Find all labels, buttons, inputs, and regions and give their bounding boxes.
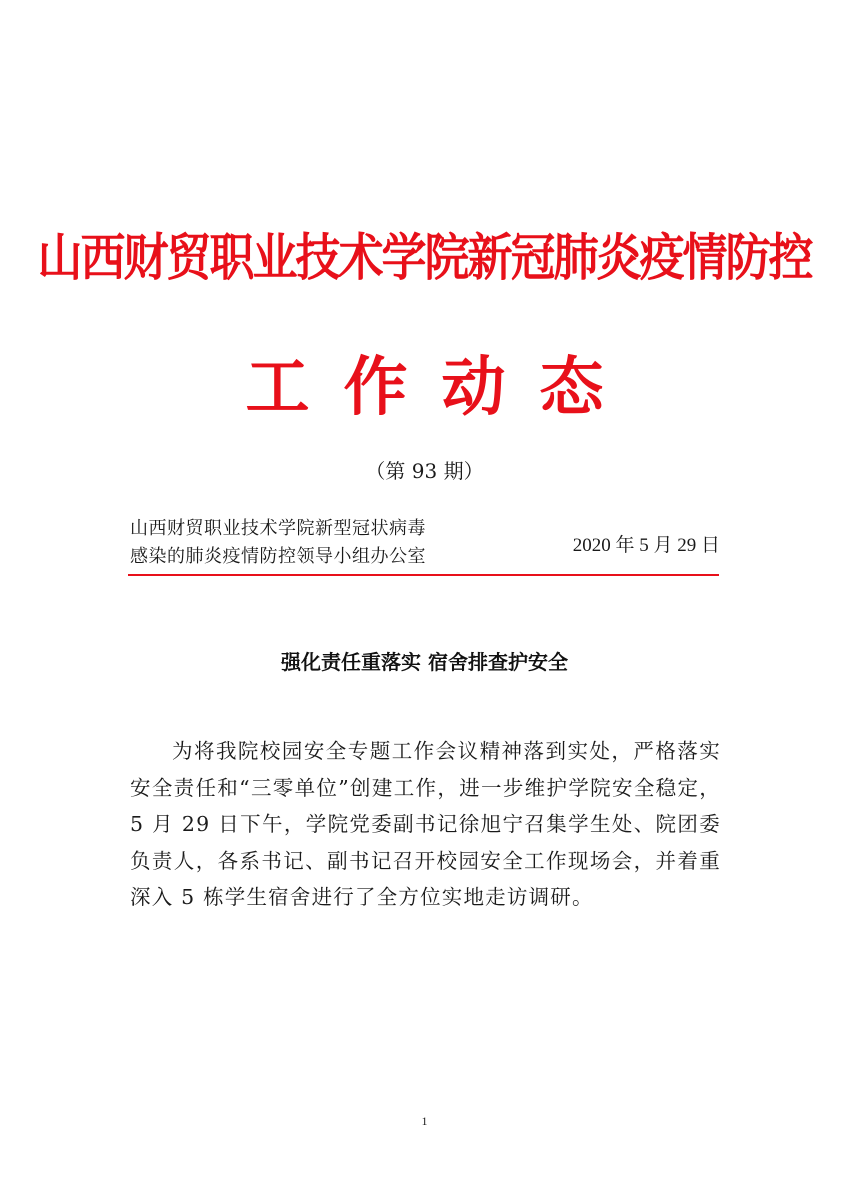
issue-date: 2020 年 5 月 29 日 [572, 535, 720, 556]
masthead-title: 山西财贸职业技术学院新冠肺炎疫情防控 [37, 227, 812, 288]
article-body [130, 733, 721, 916]
issue-number: （第 93 期） [365, 459, 484, 483]
page-number: 1 [421, 1114, 428, 1128]
header-divider [128, 574, 719, 576]
masthead-subtitle: 工作动态 [245, 350, 638, 425]
article-paragraph: 为将我院校园安全专题工作会议精神落到实处，严格落实安全责任和“三零单位”创建工作，进一步维护学院安全稳定，5 月 29 日下午，学院党委副书记徐旭宁召集学生处、院团委负责人，各系书记、副书记召开校园安全工作现场会，并着重深入 5 栋学生宿舍进行了全方位实地走访调研。 [130, 739, 721, 909]
issuer-line-2: 感染的肺炎疫情防控领导小组办公室 [130, 546, 426, 567]
issuer-line-1: 山西财贸职业技术学院新型冠状病毒 [130, 518, 426, 539]
issuer-block [130, 515, 460, 571]
article-title: 强化责任重落实 宿舍排查护安全 [281, 650, 568, 674]
